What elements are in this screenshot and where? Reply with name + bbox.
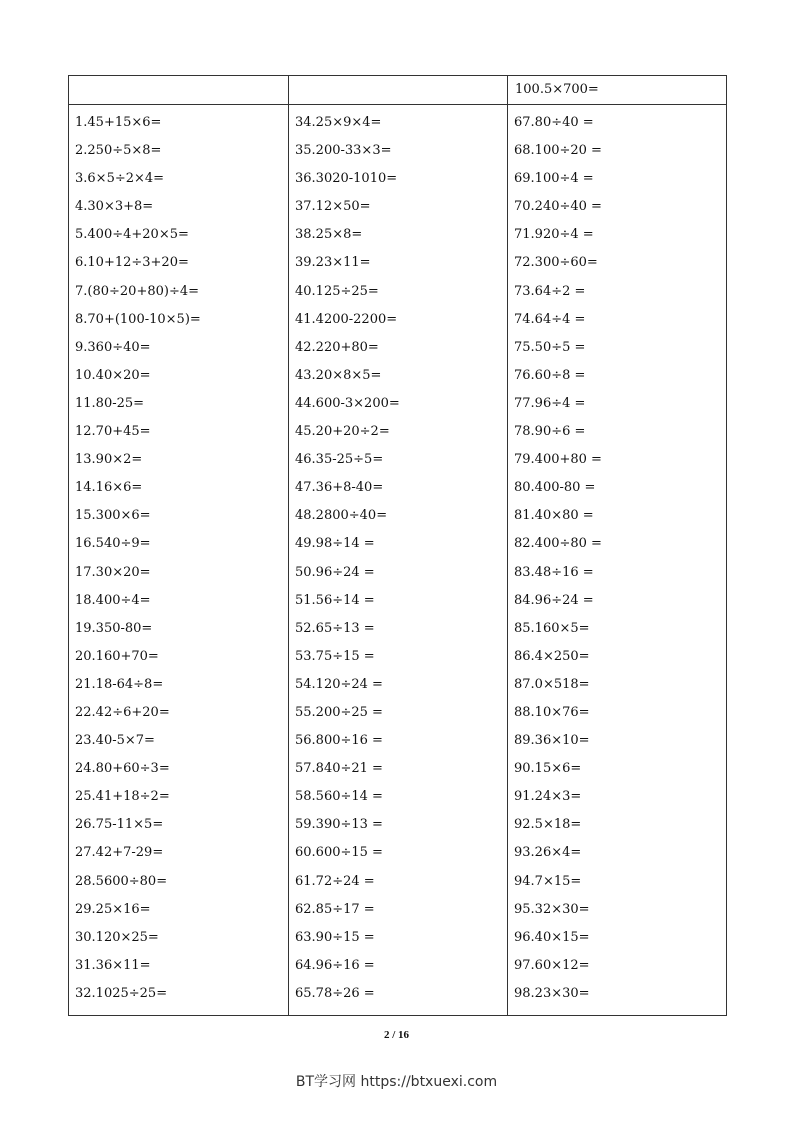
problem-item: 90.15×6= — [514, 761, 582, 777]
problem-item: 13.90×2= — [75, 452, 143, 468]
problem-item: 24.80+60÷3= — [75, 761, 170, 777]
problem-item: 92.5×18= — [514, 817, 582, 833]
problem-item: 80.400-80 = — [514, 480, 596, 496]
problem-item: 55.200÷25 = — [295, 704, 383, 720]
problem-item: 9.360÷40= — [75, 339, 151, 355]
problem-item: 82.400÷80 = — [514, 536, 602, 552]
problem-item: 28.5600÷80= — [75, 873, 168, 889]
problem-item: 21.18-64÷8= — [75, 676, 164, 692]
problem-item: 53.75÷15 = — [295, 648, 375, 664]
site-footer: BT学习网 https://btxuexi.com — [295, 1074, 498, 1090]
problem-item: 57.840÷21 = — [295, 761, 383, 777]
problem-item: 47.36+8-40= — [295, 480, 384, 496]
problem-item: 73.64÷2 = — [514, 283, 586, 299]
problem-item: 76.60÷8 = — [514, 367, 586, 383]
problem-item: 87.0×518= — [514, 676, 590, 692]
problem-item: 84.96÷24 = — [514, 592, 594, 608]
problem-item: 26.75-11×5= — [75, 817, 164, 833]
problem-item: 59.390÷13 = — [295, 817, 383, 833]
exercise-table — [68, 75, 727, 1016]
problem-item: 71.920÷4 = — [514, 227, 594, 243]
problem-item: 83.48÷16 = — [514, 564, 594, 580]
problems-row — [69, 105, 727, 1016]
problem-item: 10.40×20= — [75, 367, 151, 383]
problem-item: 75.50÷5 = — [514, 339, 586, 355]
problem-item: 2.250÷5×8= — [75, 143, 162, 159]
problem-item: 64.96÷16 = — [295, 957, 375, 973]
problem-item: 27.42+7-29= — [75, 845, 164, 861]
problem-item: 31.36×11= — [75, 957, 151, 973]
problem-item: 65.78÷26 = — [295, 985, 375, 1001]
problem-item: 25.41+18÷2= — [75, 789, 170, 805]
problem-item: 6.10+12÷3+20= — [75, 255, 189, 271]
problem-item: 37.12×50= — [295, 199, 371, 215]
problem-item: 56.800÷16 = — [295, 733, 383, 749]
problem-item: 35.200-33×3= — [295, 143, 392, 159]
problem-item: 63.90÷15 = — [295, 929, 375, 945]
problem-item: 89.36×10= — [514, 733, 590, 749]
problem-item: 97.60×12= — [514, 957, 590, 973]
problem-item: 32.1025÷25= — [75, 985, 168, 1001]
problem-item: 81.40×80 = — [514, 508, 594, 524]
problem-item: 60.600÷15 = — [295, 845, 383, 861]
problem-item: 74.64÷4 = — [514, 311, 586, 327]
problem-item: 51.56÷14 = — [295, 592, 375, 608]
problem-item: 93.26×4= — [514, 845, 582, 861]
problem-item: 12.70+45= — [75, 424, 151, 440]
problem-item: 45.20+20÷2= — [295, 424, 390, 440]
header-row — [69, 76, 727, 105]
problem-item: 15.300×6= — [75, 508, 151, 524]
problem-item: 86.4×250= — [514, 648, 590, 664]
problem-item: 72.300÷60= — [514, 255, 598, 271]
problem-item: 69.100÷4 = — [514, 171, 594, 187]
problem-column-1 — [69, 105, 289, 1016]
problem-item: 4.30×3+8= — [75, 199, 154, 215]
problem-item: 67.80÷40 = — [514, 115, 594, 130]
problem-item: 16.540÷9= — [75, 536, 151, 552]
problem-100: 100.5×700= — [515, 82, 599, 97]
problem-item: 40.125÷25= — [295, 283, 379, 299]
problem-item: 5.400÷4+20×5= — [75, 227, 189, 243]
problem-item: 1.45+15×6= — [75, 115, 162, 130]
problem-item: 19.350-80= — [75, 620, 153, 636]
problem-item: 85.160×5= — [514, 620, 590, 636]
problem-item: 8.70+(100-10×5)= — [75, 311, 201, 327]
problem-item: 58.560÷14 = — [295, 789, 383, 805]
problem-item: 38.25×8= — [295, 227, 363, 243]
exercise-sheet — [68, 75, 725, 1016]
problem-item: 88.10×76= — [514, 704, 590, 720]
problem-item: 41.4200-2200= — [295, 311, 398, 327]
problem-item: 30.120×25= — [75, 929, 159, 945]
problem-item: 42.220+80= — [295, 339, 379, 355]
problem-item: 98.23×30= — [514, 985, 590, 1001]
problem-item: 77.96÷4 = — [514, 395, 586, 411]
problem-item: 34.25×9×4= — [295, 115, 382, 130]
problem-item: 46.35-25÷5= — [295, 452, 384, 468]
problem-item: 62.85÷17 = — [295, 901, 375, 917]
problem-item: 29.25×16= — [75, 901, 151, 917]
problem-item: 17.30×20= — [75, 564, 151, 580]
problem-item: 36.3020-1010= — [295, 171, 398, 187]
problem-item: 50.96÷24 = — [295, 564, 375, 580]
problem-item: 94.7×15= — [514, 873, 582, 889]
problem-item: 22.42÷6+20= — [75, 704, 170, 720]
problem-item: 54.120÷24 = — [295, 676, 383, 692]
problem-column-2 — [289, 105, 508, 1016]
problem-item: 48.2800÷40= — [295, 508, 388, 524]
problem-item: 20.160+70= — [75, 648, 159, 664]
problem-item: 95.32×30= — [514, 901, 590, 917]
header-cell-1 — [69, 76, 289, 105]
page-number: 2 / 16 — [383, 1029, 410, 1041]
problem-item: 7.(80÷20+80)÷4= — [75, 283, 200, 299]
problem-item: 78.90÷6 = — [514, 424, 586, 440]
problem-item: 52.65÷13 = — [295, 620, 375, 636]
problem-item: 44.600-3×200= — [295, 395, 400, 411]
problem-item: 43.20×8×5= — [295, 367, 382, 383]
problem-item: 79.400+80 = — [514, 452, 602, 468]
problem-item: 96.40×15= — [514, 929, 590, 945]
header-cell-2 — [289, 76, 508, 105]
problem-item: 18.400÷4= — [75, 592, 151, 608]
problem-item: 70.240÷40 = — [514, 199, 602, 215]
problem-item: 3.6×5÷2×4= — [75, 171, 165, 187]
problem-item: 39.23×11= — [295, 255, 371, 271]
problem-item: 11.80-25= — [75, 395, 145, 411]
problem-item: 68.100÷20 = — [514, 143, 602, 159]
problem-item: 14.16×6= — [75, 480, 143, 496]
header-cell-3 — [508, 76, 727, 105]
problem-item: 23.40-5×7= — [75, 733, 155, 749]
problem-item: 61.72÷24 = — [295, 873, 375, 889]
problem-item: 91.24×3= — [514, 789, 582, 805]
problem-column-3 — [508, 105, 727, 1016]
problem-item: 49.98÷14 = — [295, 536, 375, 552]
